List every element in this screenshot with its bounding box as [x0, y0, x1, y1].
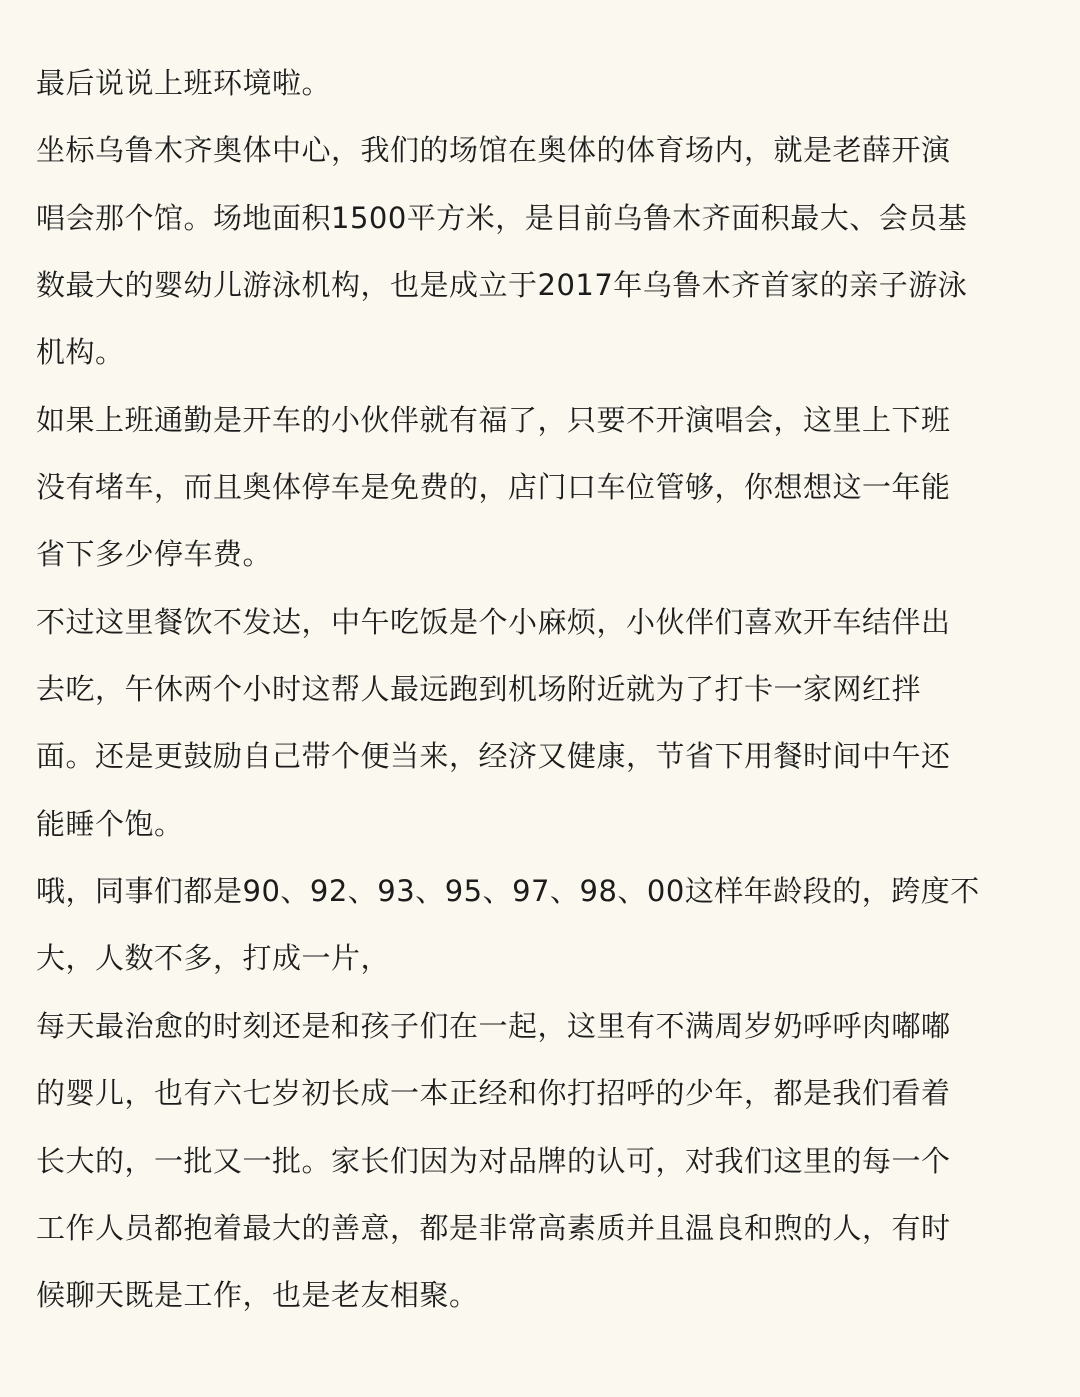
text-line: 不过这里餐饮不发达，中午吃饭是个小麻烦，小伙伴们喜欢开车结伴出 — [36, 604, 951, 639]
text-line: 机构。 — [36, 335, 125, 370]
text-line: 省下多少停车费。 — [36, 537, 273, 572]
text-line: 面。还是更鼓励自己带个便当来，经济又健康，节省下用餐时间中午还 — [36, 739, 951, 774]
text-line: 没有堵车，而且奥体停车是免费的，店门口车位管够，你想想这一年能 — [36, 470, 951, 505]
text-line: 最后说说上班环境啦。 — [36, 66, 332, 100]
text-line: 唱会那个馆。场地面积1500平方米，是目前乌鲁木齐面积最大、会员基 — [36, 200, 968, 235]
text-line: 候聊天既是工作，也是老友相聚。 — [36, 1278, 479, 1313]
article-body — [36, 50, 1036, 1330]
text-line: 每天最治愈的时刻还是和孩子们在一起，这里有不满周岁奶呼呼肉嘟嘟 — [36, 1008, 951, 1043]
text-line: 哦，同事们都是90、92、93、95、97、98、00这样年龄段的，跨度不 — [36, 874, 980, 909]
text-line: 能睡个饱。 — [36, 806, 184, 841]
text-line: 去吃，午休两个小时这帮人最远跑到机场附近就为了打卡一家网红拌 — [36, 672, 922, 707]
text-line: 坐标乌鲁木齐奥体中心，我们的场馆在奥体的体育场内，就是老薛开演 — [36, 133, 951, 168]
text-line: 大，人数不多，打成一片， — [36, 941, 391, 976]
text-line: 的婴儿，也有六七岁初长成一本正经和你打招呼的少年，都是我们看着 — [36, 1076, 951, 1111]
text-line: 长大的，一批又一批。家长们因为对品牌的认可，对我们这里的每一个 — [36, 1143, 951, 1178]
text-line: 数最大的婴幼儿游泳机构，也是成立于2017年乌鲁木齐首家的亲子游泳 — [36, 268, 968, 303]
text-line: 工作人员都抱着最大的善意，都是非常高素质并且温良和煦的人，有时 — [36, 1210, 951, 1245]
text-line: 如果上班通勤是开车的小伙伴就有福了，只要不开演唱会，这里上下班 — [36, 402, 951, 437]
